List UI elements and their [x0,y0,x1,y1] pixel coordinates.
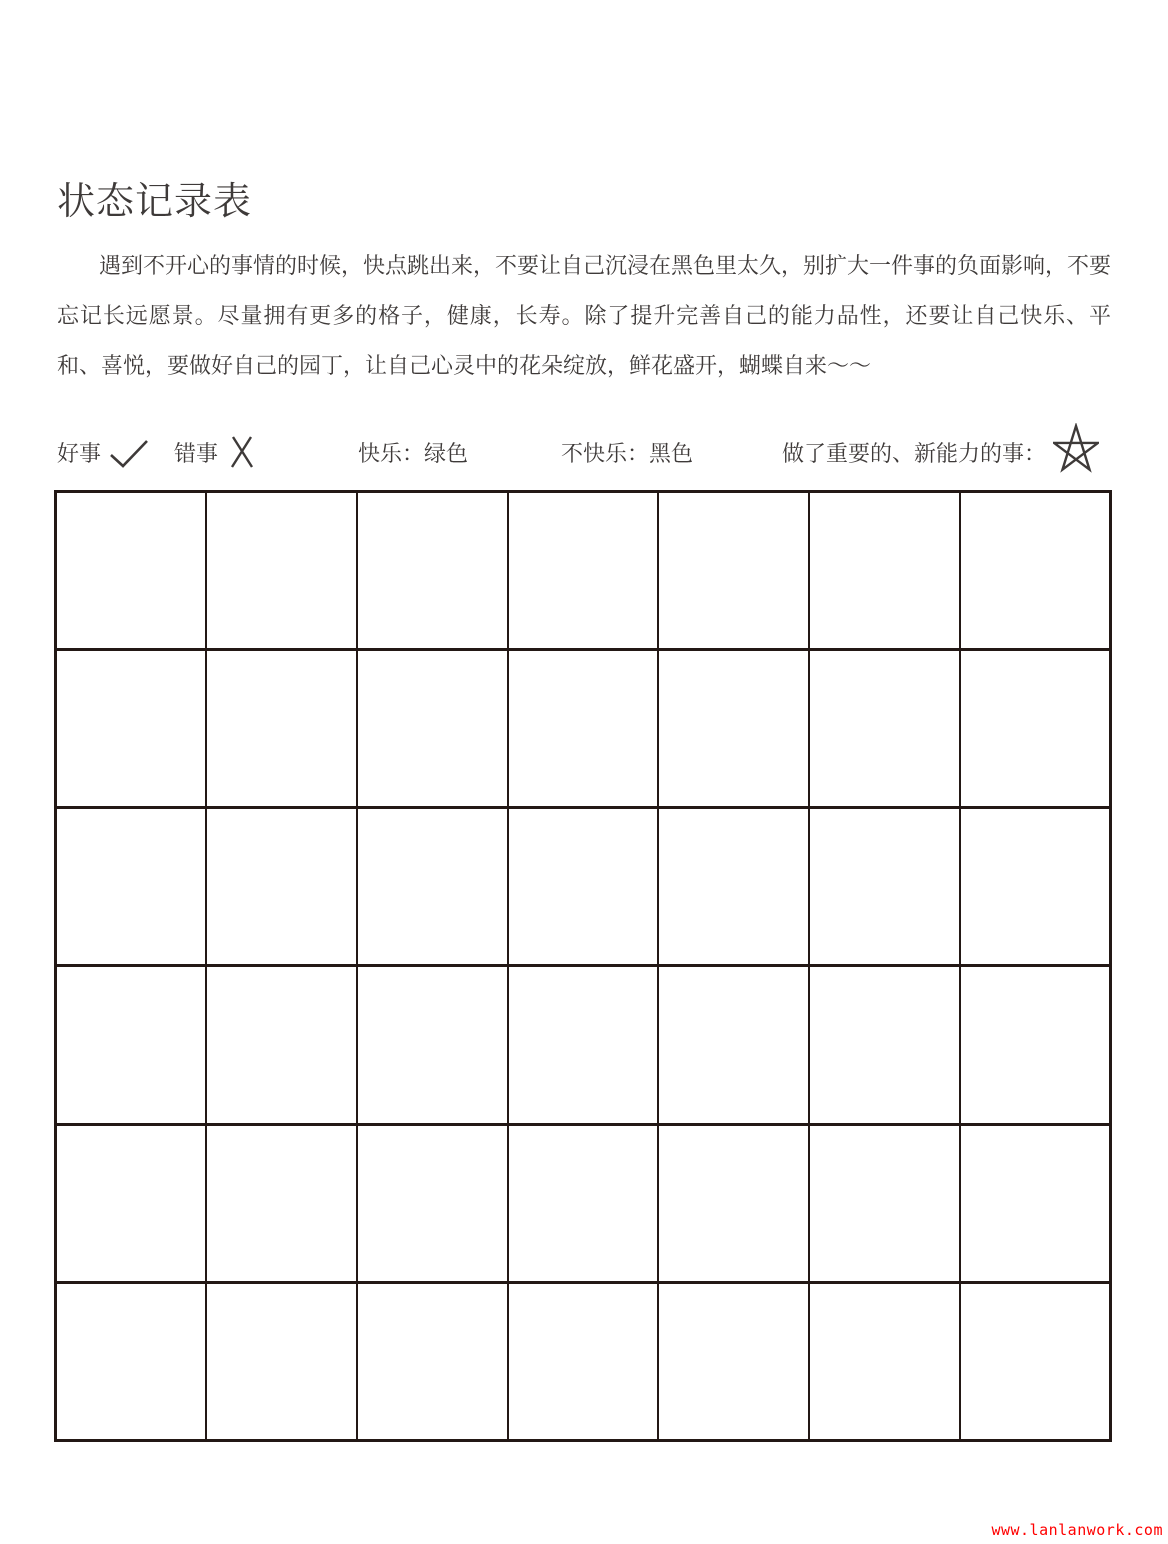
x-icon [229,435,255,469]
grid-cell [960,492,1111,650]
grid-cell [658,492,809,650]
grid-row [56,650,1111,808]
grid-cell [357,650,508,808]
grid-cell [508,808,659,966]
grid-cell [206,1124,357,1282]
grid-cell [206,650,357,808]
grid-row [56,1282,1111,1440]
legend-wrong-label: 错事 [174,441,219,466]
grid-cell [658,650,809,808]
grid-cell [809,966,960,1124]
grid-cell [206,966,357,1124]
grid-cell [206,1282,357,1440]
grid-cell [56,492,207,650]
grid-cell [809,808,960,966]
grid-cell [357,966,508,1124]
legend-good-label: 好事 [57,441,102,466]
watermark-text: www.lanlanwork.com [991,1521,1163,1539]
grid-cell [357,1282,508,1440]
grid-cell [960,808,1111,966]
check-icon [109,439,149,469]
grid-row [56,808,1111,966]
grid-cell [357,492,508,650]
grid-row [56,492,1111,650]
grid-cell [658,808,809,966]
star-icon [1053,423,1099,473]
legend-unhappy-label: 不快乐：黑色 [561,441,694,466]
grid-cell [206,492,357,650]
grid-cell [508,650,659,808]
record-grid-body [56,492,1111,1441]
legend-important-label: 做了重要的、新能力的事： [782,441,1047,466]
grid-cell [508,1124,659,1282]
grid-cell [960,650,1111,808]
grid-cell [658,1282,809,1440]
grid-cell [658,1124,809,1282]
grid-cell [56,650,207,808]
grid-cell [809,1282,960,1440]
grid-row [56,1124,1111,1282]
grid-cell [960,966,1111,1124]
legend-row [57,426,1117,478]
grid-cell [357,808,508,966]
grid-cell [508,1282,659,1440]
page-title: 状态记录表 [57,181,253,223]
grid-row [56,966,1111,1124]
intro-paragraph: 遇到不开心的事情的时候，快点跳出来，不要让自己沉浸在黑色里太久，别扩大一件事的负面影响，不要忘记长远愿景。尽量拥有更多的格子，健康，长寿。除了提升完善自己的能力品性，还要让自己快乐、平和、喜悦，要做好自己的园丁，让自己心灵中的花朵绽放，鲜花盛开，蝴蝶自来～～ [57,253,1112,378]
grid-cell [809,1124,960,1282]
legend-happy-label: 快乐：绿色 [358,441,469,466]
grid-cell [960,1124,1111,1282]
grid-cell [56,966,207,1124]
grid-cell [809,492,960,650]
grid-cell [206,808,357,966]
grid-cell [508,966,659,1124]
grid-cell [658,966,809,1124]
grid-cell [357,1124,508,1282]
grid-cell [809,650,960,808]
grid-cell [56,808,207,966]
grid-cell [960,1282,1111,1440]
grid-cell [56,1124,207,1282]
grid-cell [56,1282,207,1440]
grid-cell [508,492,659,650]
record-grid [54,490,1112,1442]
